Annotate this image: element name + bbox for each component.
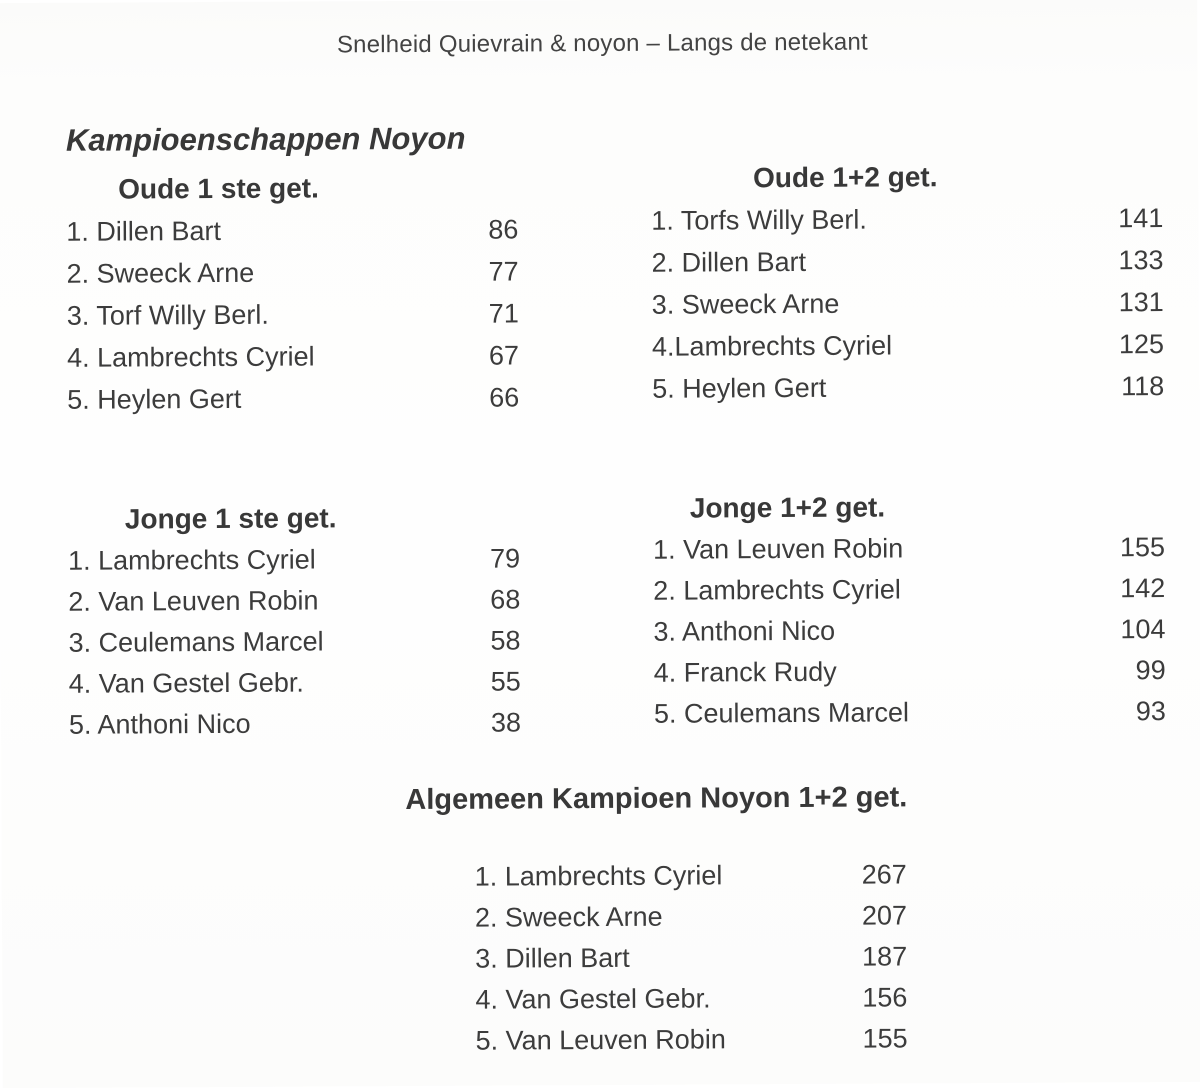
rider-name: 2. Dillen Bart bbox=[651, 246, 807, 278]
points-value: 86 bbox=[488, 214, 519, 245]
rider-name: 1. Dillen Bart bbox=[66, 215, 222, 247]
points-value: 93 bbox=[1135, 696, 1166, 727]
ranking-row bbox=[476, 1018, 908, 1061]
ranking-row bbox=[653, 527, 1165, 571]
points-value: 99 bbox=[1135, 655, 1166, 686]
points-value: 125 bbox=[1118, 329, 1165, 360]
rider-name: 4. Van Gestel Gebr. bbox=[475, 983, 711, 1015]
list-heading-jonge-1ste: Jonge 1 ste get. bbox=[124, 502, 337, 535]
points-value: 155 bbox=[862, 1023, 908, 1054]
ranking-row bbox=[653, 568, 1165, 612]
points-value: 118 bbox=[1121, 371, 1165, 402]
rider-name: 5. Ceulemans Marcel bbox=[653, 697, 910, 729]
points-value: 79 bbox=[489, 543, 521, 574]
ranking-row bbox=[654, 650, 1166, 694]
ranking-row bbox=[475, 936, 907, 979]
ranking-row bbox=[68, 538, 520, 581]
rider-name: 3. Sweeck Arne bbox=[651, 288, 840, 320]
ranking-row bbox=[66, 208, 518, 252]
rider-name: 3. Ceulemans Marcel bbox=[68, 626, 324, 658]
rider-name: 5. Heylen Gert bbox=[652, 372, 827, 404]
points-value: 207 bbox=[861, 900, 908, 931]
ranking-list-algemeen bbox=[475, 854, 908, 1061]
ranking-row bbox=[654, 691, 1166, 735]
ranking-row bbox=[68, 620, 520, 663]
ranking-row bbox=[69, 702, 521, 745]
list-heading-jonge-1plus2: Jonge 1+2 get. bbox=[689, 491, 886, 524]
rider-name: 4. Lambrechts Cyriel bbox=[66, 341, 315, 373]
rider-name: 2. Van Leuven Robin bbox=[68, 585, 319, 617]
ranking-list-oude-1plus2 bbox=[651, 155, 1164, 410]
ranking-row bbox=[652, 365, 1164, 410]
points-value: 66 bbox=[489, 382, 520, 413]
rider-name: 1. Torfs Willy Berl. bbox=[651, 204, 867, 236]
rider-name: 3. Torf Willy Berl. bbox=[66, 299, 269, 331]
ranking-row bbox=[651, 197, 1163, 242]
rider-name: 5. Van Leuven Robin bbox=[475, 1024, 726, 1056]
points-value: 71 bbox=[488, 298, 519, 329]
rider-name: 5. Anthoni Nico bbox=[68, 708, 251, 740]
ranking-row bbox=[475, 854, 907, 897]
points-value: 141 bbox=[1118, 203, 1164, 234]
rider-name: 2. Lambrechts Cyriel bbox=[653, 574, 901, 606]
rider-name: 2. Sweeck Arne bbox=[66, 257, 255, 289]
points-value: 131 bbox=[1118, 287, 1164, 318]
list-heading-oude-1plus2: Oude 1+2 get. bbox=[753, 161, 938, 194]
points-value: 133 bbox=[1118, 245, 1164, 276]
rider-name: 3. Dillen Bart bbox=[475, 942, 630, 974]
points-value: 104 bbox=[1120, 614, 1166, 645]
ranking-row bbox=[653, 609, 1165, 653]
rider-name: 1. Lambrechts Cyriel bbox=[68, 544, 316, 576]
points-value: 155 bbox=[1119, 532, 1166, 563]
rider-name: 4. Franck Rudy bbox=[653, 656, 837, 688]
ranking-row bbox=[67, 334, 519, 378]
section-heading: Kampioenschappen Noyon bbox=[65, 120, 466, 158]
rider-name: 1. Van Leuven Robin bbox=[652, 533, 904, 565]
points-value: 187 bbox=[862, 941, 908, 972]
ranking-row bbox=[475, 977, 907, 1020]
list-heading-oude-1ste: Oude 1 ste get. bbox=[118, 172, 319, 205]
points-value: 77 bbox=[488, 256, 519, 287]
ranking-row bbox=[68, 579, 520, 622]
document-title: Snelheid Quievrain & noyon – Langs de netekant bbox=[336, 28, 868, 59]
ranking-row bbox=[475, 895, 907, 938]
rider-name: 2. Sweeck Arne bbox=[474, 901, 663, 933]
rider-name: 3. Anthoni Nico bbox=[653, 615, 836, 647]
points-value: 58 bbox=[490, 625, 521, 656]
ranking-row bbox=[67, 376, 519, 420]
points-value: 67 bbox=[488, 340, 520, 371]
points-value: 38 bbox=[490, 707, 522, 738]
ranking-row bbox=[66, 250, 518, 294]
rider-name: 1. Lambrechts Cyriel bbox=[474, 860, 723, 892]
points-value: 142 bbox=[1120, 573, 1166, 604]
ranking-list-jonge-1plus2 bbox=[653, 485, 1166, 735]
ranking-row bbox=[652, 323, 1164, 368]
rider-name: 4. Van Gestel Gebr. bbox=[68, 667, 304, 699]
ranking-row bbox=[67, 292, 519, 336]
ranking-row bbox=[651, 239, 1163, 284]
rider-name: 4.Lambrechts Cyriel bbox=[651, 330, 893, 362]
ranking-row bbox=[652, 281, 1164, 326]
points-value: 156 bbox=[862, 982, 908, 1013]
ranking-row bbox=[69, 661, 521, 704]
ranking-list-jonge-1ste bbox=[68, 496, 521, 745]
ranking-list-oude-1ste bbox=[66, 166, 519, 420]
points-value: 68 bbox=[490, 584, 521, 615]
points-value: 267 bbox=[861, 859, 907, 890]
algemeen-kampioen-heading: Algemeen Kampioen Noyon 1+2 get. bbox=[405, 781, 908, 817]
points-value: 55 bbox=[490, 666, 521, 697]
rider-name: 5. Heylen Gert bbox=[67, 383, 242, 415]
